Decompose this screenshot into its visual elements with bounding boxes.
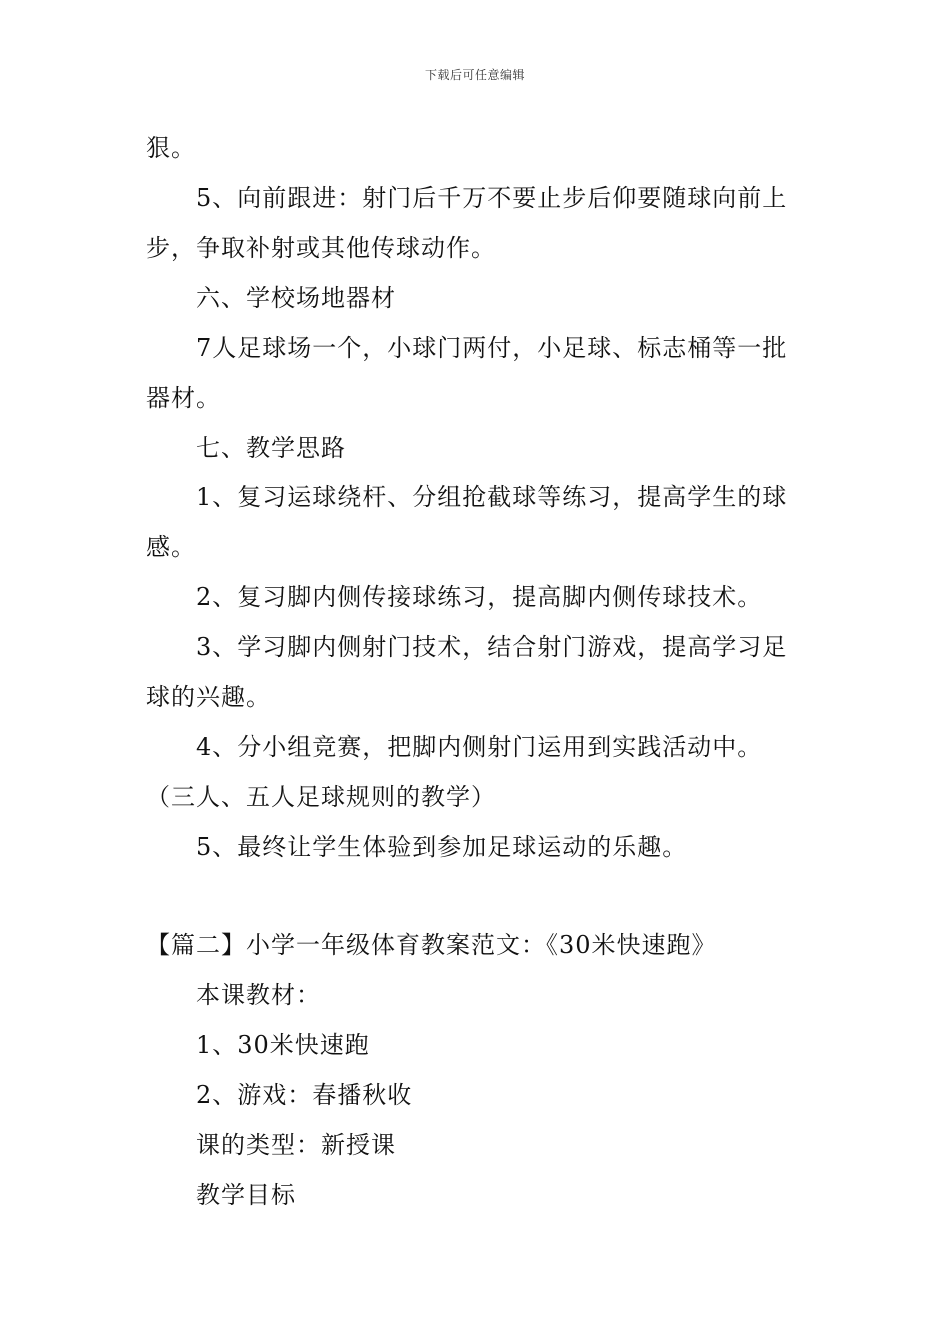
paragraph-line: 2、游戏：春播秋收	[196, 1081, 413, 1109]
paragraph-line: 课的类型：新授课	[196, 1131, 396, 1159]
page-header: 下载后可任意编辑	[424, 68, 525, 82]
paragraph-line: 4、分小组竞赛，把脚内侧射门运用到实践活动中。	[196, 733, 763, 761]
paragraph-line: 本课教材：	[196, 981, 321, 1009]
paragraph-line: 球的兴趣。	[146, 683, 271, 711]
paragraph-line: 感。	[146, 533, 196, 561]
section-heading: 七、教学思路	[196, 434, 346, 462]
paragraph-line: 5、最终让学生体验到参加足球运动的乐趣。	[196, 833, 688, 861]
paragraph-line: 3、学习脚内侧射门技术，结合射门游戏，提高学习足	[196, 633, 788, 661]
article-title: 【篇二】小学一年级体育教案范文：《30米快速跑》	[146, 931, 717, 959]
paragraph-line: 1、复习运球绕杆、分组抢截球等练习，提高学生的球	[196, 483, 788, 511]
section-heading: 教学目标	[196, 1181, 296, 1209]
paragraph-line: 步，争取补射或其他传球动作。	[146, 234, 496, 262]
paragraph-line: 5、向前跟进：射门后千万不要止步后仰要随球向前上	[196, 184, 788, 212]
paragraph-line: 狠。	[146, 134, 196, 162]
paragraph-line: （三人、五人足球规则的教学）	[146, 783, 496, 811]
paragraph-line: 7人足球场一个，小球门两付，小足球、标志桶等一批	[196, 334, 788, 362]
paragraph-line: 1、30米快速跑	[196, 1031, 370, 1059]
section-heading: 六、学校场地器材	[196, 284, 396, 312]
paragraph-line: 2、复习脚内侧传接球练习，提高脚内侧传球技术。	[196, 583, 763, 611]
paragraph-line: 器材。	[146, 384, 221, 412]
